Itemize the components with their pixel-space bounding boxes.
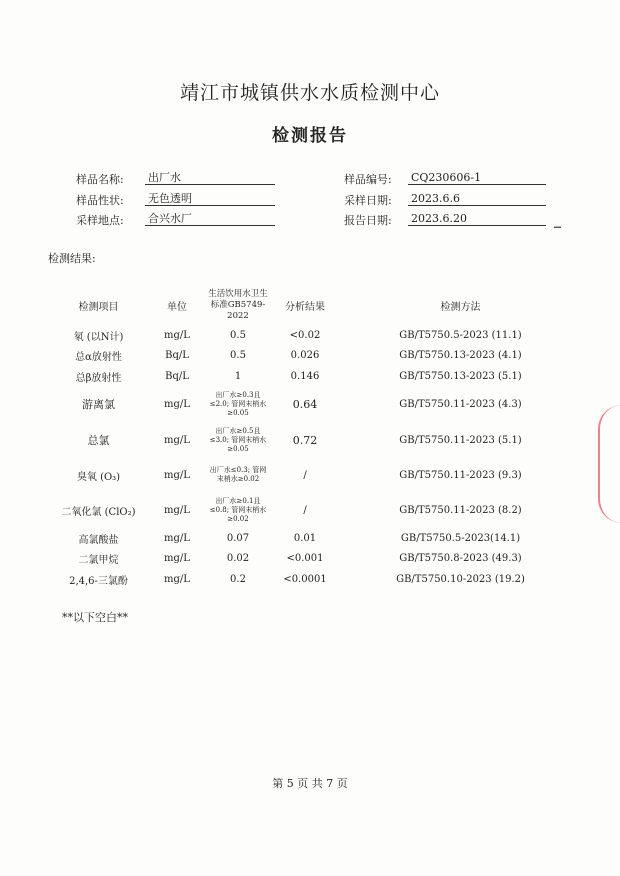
col-standard-header: 生活饮用水卫生标准GB5749-2022: [208, 288, 268, 321]
row-item: 二氧化氯 (ClO₂): [61, 506, 136, 518]
col-item-header: 检测项目: [78, 301, 119, 313]
sample-date-value: 2023.6.6: [408, 191, 546, 206]
row-standard: 出厂水≥0.1且≤0.8; 管网末梢水≥0.02: [209, 496, 267, 523]
row-method: GB/T5750.8-2023 (49.3): [399, 553, 522, 564]
blank-note: **以下空白**: [62, 611, 128, 624]
sample-name-label: 样品名称:: [76, 173, 124, 186]
table-row: [50, 325, 580, 345]
row-unit: mg/L: [164, 504, 190, 516]
sample-appearance-label: 样品性状:: [76, 194, 124, 207]
row-unit: mg/L: [164, 553, 190, 564]
row-method: GB/T5750.11-2023 (4.3): [399, 398, 522, 410]
row-standard: 1: [234, 370, 242, 382]
row-item: 二氯甲烷: [78, 555, 119, 566]
col-result-header: 分析结果: [285, 301, 325, 313]
row-unit: mg/L: [164, 469, 190, 481]
row-method: GB/T5750.11-2023 (5.1): [399, 434, 522, 446]
scan-mark-icon: ▔: [554, 228, 561, 238]
sample-location-label: 采样地点:: [76, 214, 124, 227]
row-result: 0.72: [292, 433, 318, 447]
sample-code-value: CQ230606-1: [408, 170, 546, 185]
row-method: GB/T5750.13-2023 (5.1): [399, 370, 522, 382]
report-date-value: 2023.6.20: [408, 211, 546, 226]
row-method: GB/T5750.5-2023(14.1): [400, 532, 521, 544]
row-unit: mg/L: [164, 398, 190, 410]
row-unit: mg/L: [164, 574, 190, 585]
row-method: GB/T5750.11-2023 (9.3): [399, 469, 522, 481]
row-result: <0.0001: [283, 574, 327, 585]
table-row: [50, 528, 580, 548]
row-standard: 出厂水≥0.3且≤2.0; 管网末梢水≥0.05: [209, 390, 267, 417]
row-method: GB/T5750.10-2023 (19.2): [396, 574, 525, 585]
report-date-label: 报告日期:: [344, 214, 392, 227]
col-method-header: 检测方法: [440, 301, 481, 313]
col-unit-header: 单位: [167, 301, 187, 313]
organization-name: 靖江市城镇供水水质检测中心: [179, 82, 440, 104]
row-item: 2,4,6-三氯酚: [69, 576, 128, 587]
row-result: <0.001: [286, 553, 324, 564]
row-result: /: [303, 469, 307, 481]
row-item: 总α放射性: [75, 352, 122, 363]
sample-name-value: 出厂水: [145, 170, 275, 185]
results-table: [50, 285, 580, 590]
row-standard: 0.5: [230, 350, 246, 361]
row-result: 0.026: [290, 350, 320, 361]
row-method: GB/T5750.5-2023 (11.1): [399, 329, 522, 341]
table-header-row: [50, 285, 580, 325]
row-item: 总β放射性: [75, 372, 122, 384]
table-row: [50, 366, 580, 386]
row-result: /: [303, 504, 307, 516]
sample-location-value: 合兴水厂: [145, 211, 275, 226]
row-standard: 出厂水≥0.5且≤3.0; 管网末梢水≥0.05: [209, 426, 267, 453]
row-item: 高氯酸盐: [78, 534, 119, 546]
row-unit: mg/L: [164, 329, 190, 341]
row-method: GB/T5750.11-2023 (8.2): [399, 504, 522, 516]
sample-appearance-value: 无色透明: [145, 191, 275, 206]
table-row: [50, 345, 580, 366]
row-unit: mg/L: [164, 532, 190, 544]
table-row: [50, 422, 580, 458]
table-row: [50, 492, 580, 528]
row-standard: 0.07: [226, 532, 250, 544]
sample-code-label: 样品编号:: [344, 173, 392, 186]
row-item: 总氯: [87, 434, 110, 447]
row-unit: Bq/L: [165, 370, 189, 382]
report-title: 检测报告: [272, 126, 348, 146]
table-row: [50, 458, 580, 492]
seal-stamp-icon: [598, 405, 620, 523]
table-row: [50, 386, 580, 422]
row-standard: 0.5: [230, 329, 246, 341]
row-result: 0.01: [293, 532, 317, 544]
table-row: [50, 569, 580, 590]
row-method: GB/T5750.13-2023 (4.1): [399, 350, 522, 361]
row-standard: 0.2: [230, 574, 246, 585]
row-item: 臭氧 (O₃): [76, 471, 121, 483]
row-unit: mg/L: [164, 434, 190, 446]
row-result: 0.146: [290, 370, 320, 382]
row-standard: 0.02: [226, 553, 250, 564]
results-heading: 检测结果:: [48, 252, 96, 265]
row-result: <0.02: [289, 329, 321, 341]
row-standard: 出厂水≤0.3; 管网末梢水≥0.02: [209, 466, 267, 483]
row-item: 游离氯: [82, 398, 115, 411]
row-item: 氡 (以N计): [73, 331, 124, 343]
table-row: [50, 548, 580, 569]
page-number: 第 5 页 共 7 页: [272, 777, 348, 790]
row-unit: Bq/L: [165, 350, 189, 361]
sample-date-label: 采样日期:: [344, 194, 392, 207]
row-result: 0.64: [292, 397, 318, 411]
